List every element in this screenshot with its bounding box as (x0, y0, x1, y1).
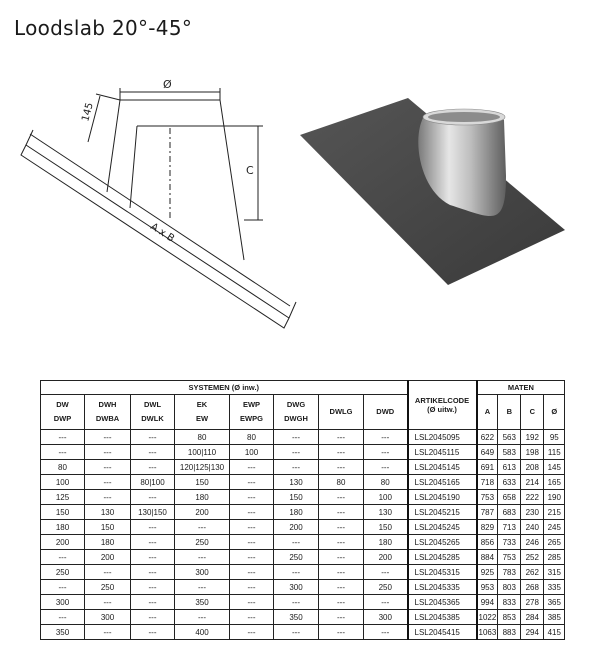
system-header: EWP EWPG (230, 395, 274, 430)
system-cell: --- (319, 550, 364, 565)
system-cell: --- (274, 625, 319, 640)
table-row (41, 520, 565, 535)
system-cell: 200 (85, 550, 131, 565)
size-cell: 385 (544, 610, 565, 625)
system-cell: 125 (41, 490, 85, 505)
size-cell: 294 (521, 625, 544, 640)
system-cell: 180 (41, 520, 85, 535)
table-row (41, 565, 565, 580)
table-row (41, 460, 565, 475)
size-cell: 192 (521, 430, 544, 445)
table-row (41, 625, 565, 640)
system-cell: --- (175, 520, 230, 535)
system-cell: --- (319, 490, 364, 505)
system-cell: --- (319, 520, 364, 535)
system-cell: 180 (274, 505, 319, 520)
system-cell: --- (364, 445, 408, 460)
article-code-cell: LSL2045095 (408, 430, 477, 445)
system-cell: --- (319, 535, 364, 550)
size-cell: 268 (521, 580, 544, 595)
size-cell: 829 (477, 520, 498, 535)
size-cell: 691 (477, 460, 498, 475)
size-cell: 190 (544, 490, 565, 505)
system-header: DWG DWGH (274, 395, 319, 430)
size-cell: 335 (544, 580, 565, 595)
systems-group-header: SYSTEMEN (Ø inw.) (41, 381, 408, 395)
system-cell: --- (230, 595, 274, 610)
size-cell: 95 (544, 430, 565, 445)
article-code-cell: LSL2045265 (408, 535, 477, 550)
system-cell: 130|150 (131, 505, 175, 520)
table-row (41, 595, 565, 610)
system-header: DWL DWLK (131, 395, 175, 430)
system-cell: --- (85, 460, 131, 475)
size-cell: 994 (477, 595, 498, 610)
table-row (41, 535, 565, 550)
size-cell: 953 (477, 580, 498, 595)
size-cell: 925 (477, 565, 498, 580)
system-cell: --- (85, 595, 131, 610)
size-cell: 284 (521, 610, 544, 625)
table-row (41, 550, 565, 565)
system-cell: --- (230, 520, 274, 535)
system-cell: 300 (41, 595, 85, 610)
table-row (41, 580, 565, 595)
article-code-cell: LSL2045335 (408, 580, 477, 595)
system-cell: --- (319, 460, 364, 475)
system-cell: --- (274, 430, 319, 445)
table-row (41, 445, 565, 460)
system-cell: --- (319, 445, 364, 460)
system-cell: 100 (41, 475, 85, 490)
system-cell: --- (230, 580, 274, 595)
system-cell: 80 (319, 475, 364, 490)
system-cell: 180 (85, 535, 131, 550)
system-cell: 250 (274, 550, 319, 565)
size-cell: 285 (544, 550, 565, 565)
system-cell: --- (364, 625, 408, 640)
dim-145-label: 145 (80, 101, 96, 123)
system-cell: 100|110 (175, 445, 230, 460)
system-cell: 150 (41, 505, 85, 520)
system-cell: --- (131, 445, 175, 460)
system-cell: --- (274, 565, 319, 580)
system-cell: --- (230, 490, 274, 505)
article-code-cell: LSL2045165 (408, 475, 477, 490)
system-header: DWLG (319, 395, 364, 430)
table-body (41, 430, 565, 640)
system-cell: --- (230, 460, 274, 475)
system-cell: --- (319, 595, 364, 610)
article-code-cell: LSL2045365 (408, 595, 477, 610)
sizes-group-header: MATEN (477, 381, 565, 395)
system-cell: --- (274, 595, 319, 610)
system-header: DW DWP (41, 395, 85, 430)
system-cell: --- (131, 595, 175, 610)
size-cell: 262 (521, 565, 544, 580)
system-cell: 150 (175, 475, 230, 490)
system-cell: --- (274, 445, 319, 460)
system-cell: 180 (175, 490, 230, 505)
system-cell: --- (319, 580, 364, 595)
size-cell: 718 (477, 475, 498, 490)
size-header: A (477, 395, 498, 430)
system-cell: 100 (230, 445, 274, 460)
system-cell: 200 (364, 550, 408, 565)
size-cell: 733 (498, 535, 521, 550)
size-cell: 803 (498, 580, 521, 595)
system-cell: --- (230, 550, 274, 565)
size-cell: 246 (521, 535, 544, 550)
system-cell: 300 (175, 565, 230, 580)
table-row (41, 505, 565, 520)
system-cell: 250 (175, 535, 230, 550)
system-cell: --- (175, 580, 230, 595)
size-header: C (521, 395, 544, 430)
size-cell: 563 (498, 430, 521, 445)
system-cell: --- (274, 460, 319, 475)
system-cell: --- (131, 430, 175, 445)
system-cell: 150 (274, 490, 319, 505)
article-code-cell: LSL2045245 (408, 520, 477, 535)
system-cell: 300 (364, 610, 408, 625)
system-cell: --- (131, 625, 175, 640)
size-cell: 145 (544, 460, 565, 475)
system-cell: --- (319, 430, 364, 445)
diameter-label: Ø (163, 78, 172, 91)
system-cell: --- (85, 475, 131, 490)
product-table (40, 380, 565, 640)
size-cell: 583 (498, 445, 521, 460)
system-cell: 300 (274, 580, 319, 595)
article-code-cell: LSL2045145 (408, 460, 477, 475)
system-cell: 200 (41, 535, 85, 550)
size-cell: 713 (498, 520, 521, 535)
size-cell: 165 (544, 475, 565, 490)
system-cell: --- (131, 460, 175, 475)
system-cell: 150 (85, 520, 131, 535)
system-cell: 80 (175, 430, 230, 445)
size-cell: 883 (498, 625, 521, 640)
system-cell: --- (131, 580, 175, 595)
system-cell: 130 (274, 475, 319, 490)
system-cell: 130 (364, 505, 408, 520)
table-row (41, 490, 565, 505)
size-cell: 230 (521, 505, 544, 520)
system-cell: --- (175, 610, 230, 625)
system-cell: 250 (364, 580, 408, 595)
system-cell: --- (41, 610, 85, 625)
system-cell: --- (85, 445, 131, 460)
system-cell: --- (319, 610, 364, 625)
system-cell: --- (230, 610, 274, 625)
system-cell: 150 (364, 520, 408, 535)
system-cell: --- (230, 505, 274, 520)
system-cell: --- (131, 520, 175, 535)
system-header: EK EW (175, 395, 230, 430)
size-header: B (498, 395, 521, 430)
system-cell: 250 (85, 580, 131, 595)
size-cell: 613 (498, 460, 521, 475)
article-code-header: ARTIKELCODE (Ø uitw.) (408, 381, 477, 430)
article-code-cell: LSL2045215 (408, 505, 477, 520)
system-cell: 200 (175, 505, 230, 520)
system-cell: --- (131, 550, 175, 565)
size-cell: 856 (477, 535, 498, 550)
system-cell: --- (41, 430, 85, 445)
size-cell: 222 (521, 490, 544, 505)
system-cell: 300 (85, 610, 131, 625)
system-cell: --- (131, 490, 175, 505)
size-cell: 208 (521, 460, 544, 475)
size-cell: 240 (521, 520, 544, 535)
system-cell: --- (230, 625, 274, 640)
size-cell: 853 (498, 610, 521, 625)
system-cell: --- (319, 505, 364, 520)
technical-drawing (20, 70, 310, 350)
size-cell: 198 (521, 445, 544, 460)
system-header: DWH DWBA (85, 395, 131, 430)
system-cell: --- (364, 430, 408, 445)
system-cell: --- (85, 490, 131, 505)
system-cell: --- (131, 535, 175, 550)
system-cell: 350 (274, 610, 319, 625)
system-cell: --- (230, 475, 274, 490)
size-cell: 683 (498, 505, 521, 520)
system-cell: --- (85, 430, 131, 445)
size-cell: 884 (477, 550, 498, 565)
dim-axb-label: A x B (148, 221, 177, 245)
table-row (41, 475, 565, 490)
system-cell: --- (364, 565, 408, 580)
size-cell: 365 (544, 595, 565, 610)
size-cell: 1063 (477, 625, 498, 640)
system-cell: --- (85, 565, 131, 580)
size-cell: 753 (498, 550, 521, 565)
system-cell: 350 (175, 595, 230, 610)
system-cell: 80 (41, 460, 85, 475)
system-cell: --- (230, 535, 274, 550)
size-cell: 245 (544, 520, 565, 535)
system-cell: 120|125|130 (175, 460, 230, 475)
system-cell: --- (41, 550, 85, 565)
system-cell: --- (175, 550, 230, 565)
size-cell: 649 (477, 445, 498, 460)
size-cell: 787 (477, 505, 498, 520)
size-cell: 415 (544, 625, 565, 640)
system-cell: 80 (364, 475, 408, 490)
system-cell: --- (41, 445, 85, 460)
dim-c-label: C (246, 164, 254, 177)
article-code-cell: LSL2045285 (408, 550, 477, 565)
system-cell: --- (230, 565, 274, 580)
article-code-cell: LSL2045190 (408, 490, 477, 505)
page-title: Loodslab 20°-45° (14, 16, 193, 40)
size-cell: 1022 (477, 610, 498, 625)
size-cell: 252 (521, 550, 544, 565)
article-code-cell: LSL2045385 (408, 610, 477, 625)
system-cell: --- (364, 460, 408, 475)
size-cell: 753 (477, 490, 498, 505)
article-code-cell: LSL2045115 (408, 445, 477, 460)
system-cell: --- (319, 565, 364, 580)
system-cell: --- (274, 535, 319, 550)
system-cell: --- (364, 595, 408, 610)
system-header: DWD (364, 395, 408, 430)
article-code-cell: LSL2045415 (408, 625, 477, 640)
size-cell: 115 (544, 445, 565, 460)
size-cell: 278 (521, 595, 544, 610)
system-cell: 130 (85, 505, 131, 520)
system-cell: --- (85, 625, 131, 640)
size-cell: 622 (477, 430, 498, 445)
size-cell: 315 (544, 565, 565, 580)
size-cell: 265 (544, 535, 565, 550)
system-cell: 100 (364, 490, 408, 505)
size-cell: 658 (498, 490, 521, 505)
system-cell: 80 (230, 430, 274, 445)
article-code-cell: LSL2045315 (408, 565, 477, 580)
size-cell: 833 (498, 595, 521, 610)
size-cell: 633 (498, 475, 521, 490)
system-cell: --- (131, 610, 175, 625)
system-cell: --- (131, 565, 175, 580)
system-cell: --- (41, 580, 85, 595)
system-cell: 250 (41, 565, 85, 580)
system-cell: 200 (274, 520, 319, 535)
size-cell: 783 (498, 565, 521, 580)
size-cell: 215 (544, 505, 565, 520)
product-image (300, 80, 590, 310)
system-cell: --- (319, 625, 364, 640)
system-cell: 400 (175, 625, 230, 640)
system-cell: 350 (41, 625, 85, 640)
size-header: Ø (544, 395, 565, 430)
table-row (41, 430, 565, 445)
size-cell: 214 (521, 475, 544, 490)
system-cell: 80|100 (131, 475, 175, 490)
table-row (41, 610, 565, 625)
system-cell: 180 (364, 535, 408, 550)
